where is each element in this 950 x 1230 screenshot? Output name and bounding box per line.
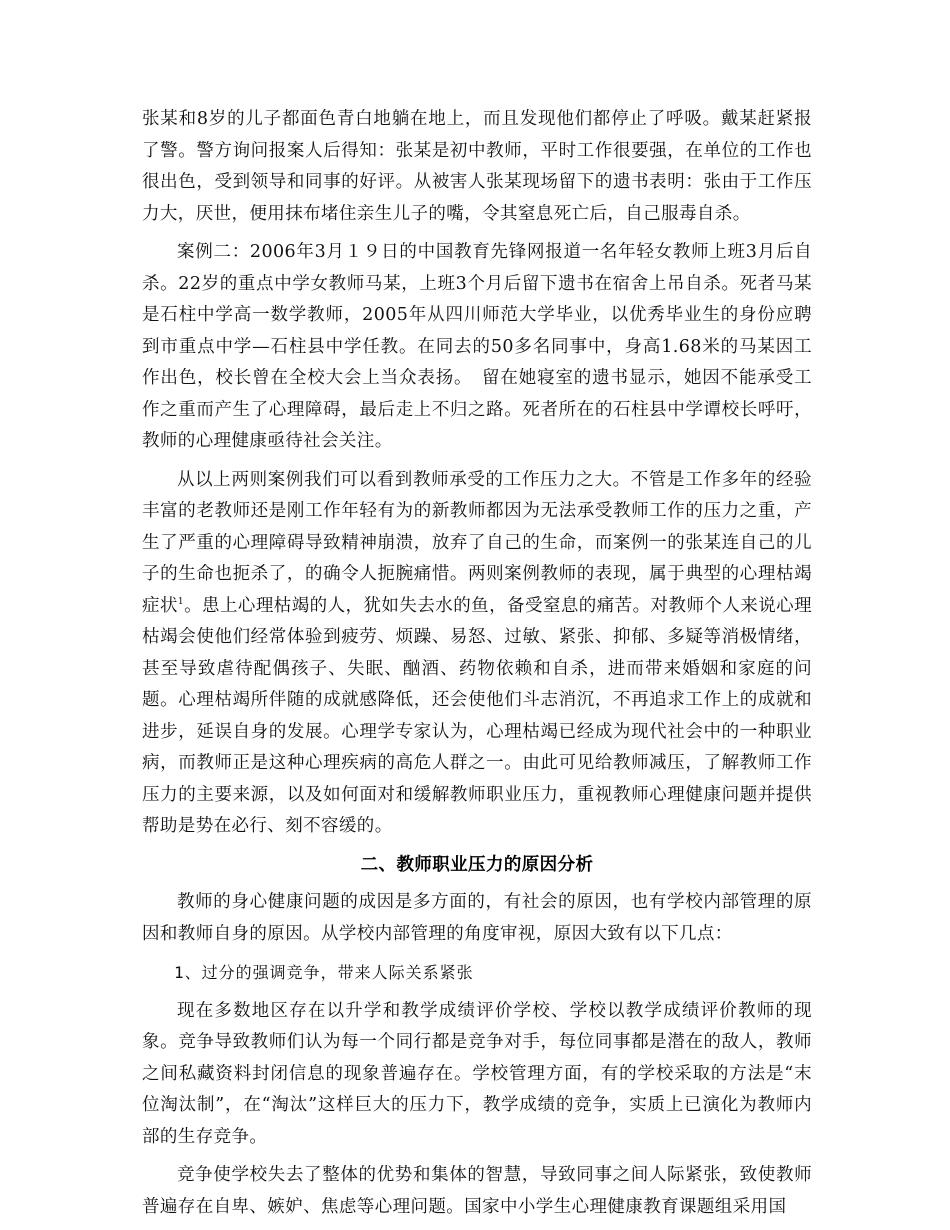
paragraph-case-two: 案例二：2006年3月１９日的中国教育先锋网报道一名年轻女教师上班3月后自杀。22岁的重点中学女教师马某，上班3个月后留下遗书在宿舍上吊自杀。死者马某是石柱中学高一数学教师，2005年从四川师范大学毕业，以优秀毕业生的身份应聘到市重点中学—石柱县中学任教。在同去的50多名同事中，身高1.68米的马某因工作出色，校长曾在全校大会上当众表扬。 留在她寝室的遗书显示，她因不能承受工作之重而产生了心理障碍，最后走上不归之路。死者所在的石柱县中学谭校长呼吁，教师的心理健康亟待社会关注。 [142, 242, 812, 451]
paragraph-case-one-continued: 张某和8岁的儿子都面色青白地躺在地上，而且发现他们都停止了呼吸。戴某赶紧报了警。警方询问报案人后得知：张某是初中教师，平时工作很要强，在单位的工作也很出色，受到领导和同事的好评。从被害人张某现场留下的遗书表明：张由于工作压力大，厌世，便用抹布堵住亲生儿子的嘴，令其窒息死亡后，自己服毒自杀。 [142, 109, 812, 224]
subheading-competition: 1、过分的强调竞争，带来人际关系紧张 [174, 963, 474, 982]
paragraph-causes-intro: 教师的身心健康问题的成因是多方面的，有社会的原因，也有学校内部管理的原因和教师自身的原因。从学校内部管理的角度审视，原因大致有以下几点： [142, 892, 812, 944]
paragraph-analysis [142, 465, 812, 843]
paragraph-competition: 现在多数地区存在以升学和教学成绩评价学校、学校以教学成绩评价教师的现象。竞争导致教师们认为每一个同行都是竞争对手，每位同事都是潜在的敌人，教师之间私藏资料封闭信息的现象普遍存在。学校管理方面，有的学校采取的方法是“末位淘汰制”，在“淘汰”这样巨大的压力下，教学成绩的竞争，实质上已演化为教师内部的生存竞争。 [142, 1000, 812, 1147]
footnote-marker[interactable]: 1 [177, 596, 185, 607]
paragraph-competition-effects: 竞争使学校失去了整体的优势和集体的智慧，导致同事之间人际紧张，致使教师普遍存在自卑、嫉妒、焦虑等心理问题。国家中小学生心理健康教育课题组采用国 [142, 1165, 812, 1217]
section-heading: 二、教师职业压力的原因分析 [360, 854, 594, 875]
document-body [142, 104, 812, 1230]
paragraph-analysis-part-one: 从以上两则案例我们可以看到教师承受的工作压力之大。不管是工作多年的经验丰富的老教师还是刚工作年轻有为的新教师都因为无法承受教师工作的压力之重，产生了严重的心理障碍导致精神崩溃，放弃了自己的生命，而案例一的张某连自己的儿子的生命也扼杀了，的确令人扼腕痛惜。两则案例教师的表现，属于典型的心理枯竭症状 [142, 469, 812, 616]
paragraph-analysis-part-two: 。患上心理枯竭的人，犹如失去水的鱼，备受窒息的痛苦。对教师个人来说心理枯竭会使他们经常体验到疲劳、烦躁、易怒、过敏、紧张、抑郁、多疑等消极情绪，甚至导致虐待配偶孩子、失眠、酗酒、药物依赖和自杀，进而带来婚姻和家庭的问题。心理枯竭所伴随的成就感降低，还会使他们斗志消沉，不再追求工作上的成就和进步，延误自身的发展。心理学专家认为，心理枯竭已经成为现代社会中的一种职业病，而教师正是这种心理疾病的高危人群之一。由此可见给教师减压，了解教师工作压力的主要来源，以及如何面对和缓解教师职业压力，重视教师心理健康问题并提供帮助是势在必行、刻不容缓的。 [142, 595, 812, 836]
